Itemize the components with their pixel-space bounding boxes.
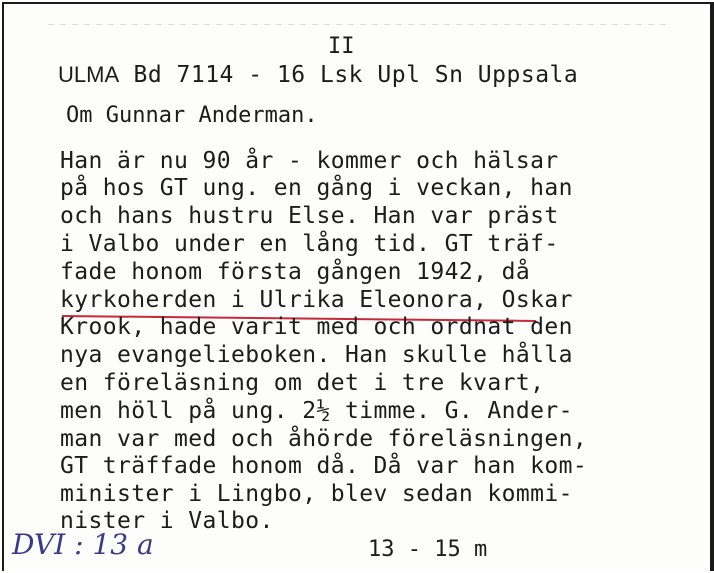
body-line: Han är nu 90 år - kommer och hälsar [60,148,559,174]
bleed-through-text [48,24,668,25]
handwritten-reference: DVI : 13 a [12,528,154,561]
body-line: och hans hustru Else. Han var präst [60,203,559,229]
card-edge [710,2,714,571]
body-line: minister i Lingbo, blev sedan kommi- [60,481,573,507]
page-range: 13 - 15 m [368,537,488,562]
body-line: GT träffade honom då. Då var han kom- [60,453,588,479]
archive-name: ULMA [58,62,120,87]
archive-details: Bd 7114 - 16 Lsk Upl Sn Uppsala [119,62,579,88]
body-line: en föreläsning om det i tre kvart, [60,370,545,396]
body-line: nister i Valbo. [60,508,274,534]
body-line: men höll på ung. 2½ timme. G. Ander- [60,398,573,424]
card-subject: Om Gunnar Anderman. [66,103,318,128]
body-line: kyrkoherden i Ulrika Eleonora, Oskar [60,287,573,313]
body-line: Krook, hade varit med och ordnat den [60,314,573,340]
body-line: på hos GT ung. en gång i veckan, han [60,175,573,201]
body-line: fade honom första gången 1942, då [60,259,531,285]
body-line: nya evangelieboken. Han skulle hålla [60,342,573,368]
body-line: i Valbo under en lång tid. GT träf- [60,231,559,257]
body-line: man var med och åhörde föreläsningen, [60,426,588,452]
page-number: II [328,34,355,59]
archive-reference [58,62,578,88]
